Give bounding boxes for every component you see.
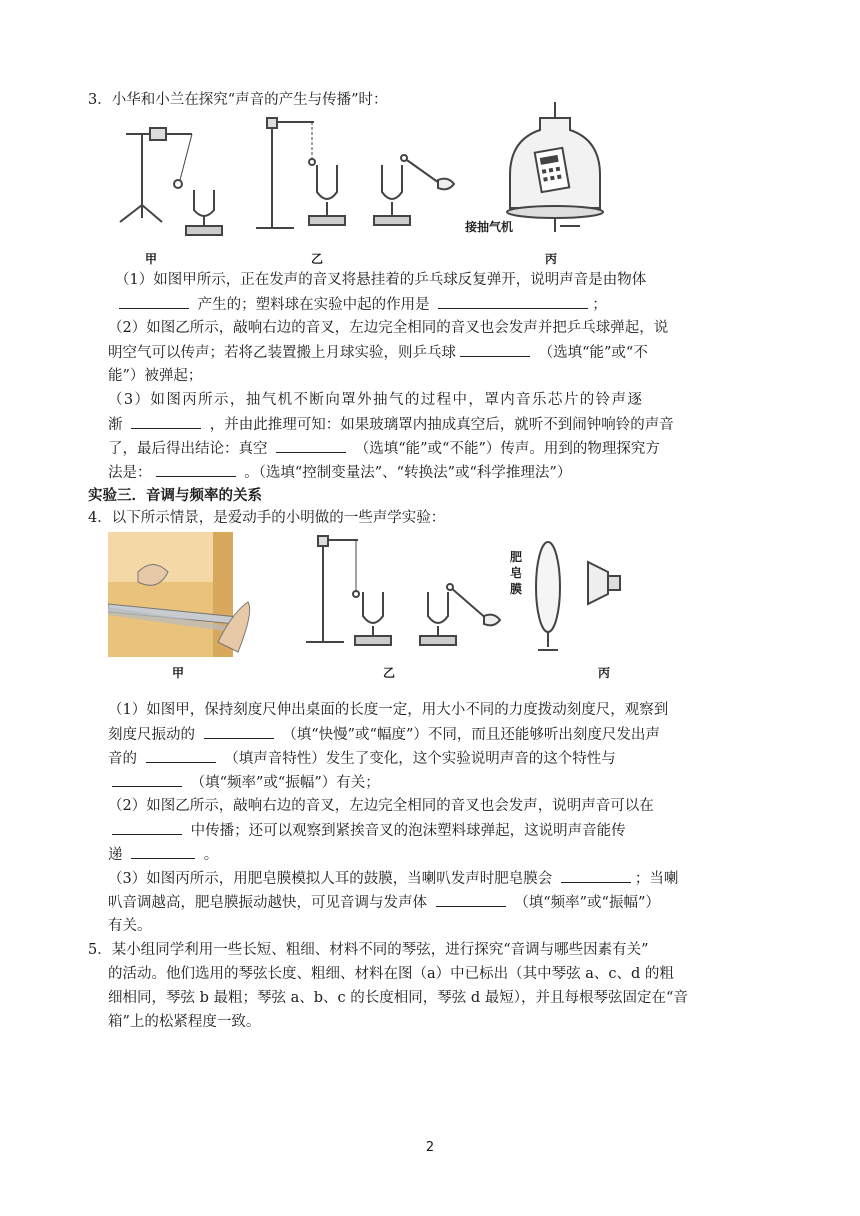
q3-part2-line2: 明空气可以传声；若将乙装置搬上月球实验，则乒乓球 （选填“能”或“不 — [108, 342, 648, 363]
q4-part3-line2: 叭音调越高，肥皂膜振动越快，可见音调与发声体 （填“频率”或“振幅”） — [108, 892, 660, 913]
q3-fig-label-bing: 丙 — [545, 252, 558, 266]
q4-part1-line3: 音的 （填声音特性）发生了变化，这个实验说明声音的这个特性与 — [108, 748, 616, 769]
q4-part2-line3: 递 。 — [108, 844, 218, 865]
answer-blank[interactable] — [112, 820, 182, 835]
section-heading: 实验三．音调与频率的关系 — [88, 488, 262, 504]
q3-figure-bell-jar — [500, 100, 610, 240]
q3-fig-label-yi: 乙 — [311, 252, 324, 266]
q3-part1-line1: （1）如图甲所示，正在发声的音叉将悬挂着的乒乓球反复弹开，说明声音是由物体 — [115, 272, 647, 288]
answer-blank[interactable] — [276, 438, 346, 453]
q3-fig-pump-label: 接抽气机 — [465, 220, 514, 234]
q4-part1-line4: （填“频率”或“振幅”）有关； — [108, 772, 380, 793]
q4-soap-label-3: 膜 — [510, 582, 523, 596]
q5-line2: 的活动。他们选用的琴弦长度、粗细、材料在图（a）中已标出（其中琴弦 a、c、d 的粗 — [108, 966, 674, 982]
q3-part2-line1: （2）如图乙所示，敲响右边的音叉，左边完全相同的音叉也会发声并把乒乓球弹起，说 — [108, 320, 669, 336]
answer-blank[interactable] — [119, 294, 189, 309]
q4-figure — [108, 532, 628, 662]
q4-part1-line2: 刻度尺振动的 （填“快慢”或“幅度”）不同，而且还能够听出刻度尺发出声 — [108, 724, 660, 745]
q5-line3: 细相同，琴弦 b 最粗；琴弦 a、b、c 的长度相同，琴弦 d 最短），并且每根琴弦固定在“音 — [108, 990, 688, 1006]
q3-part1-line2: 产生的；塑料球在实验中起的作用是 ； — [115, 294, 607, 315]
q4-part3-line3: 有关。 — [108, 918, 152, 934]
answer-blank[interactable] — [131, 414, 201, 429]
answer-blank[interactable] — [131, 844, 195, 859]
answer-blank[interactable] — [561, 868, 631, 883]
q4-stem: 4．以下所示情景，是爱动手的小明做的一些声学实验： — [88, 510, 446, 526]
q3-part2-line3: 能”）被弹起； — [108, 368, 203, 384]
q4-part2-line2: 中传播；还可以观察到紧挨音叉的泡沫塑料球弹起，这说明声音能传 — [108, 820, 626, 841]
q3-fig-label-jia: 甲 — [145, 252, 158, 266]
q3-part3-line3: 了，最后得出结论：真空 （选填“能”或“不能”）传声。用到的物理探究方 — [108, 438, 660, 459]
q3-stem: 3．小华和小兰在探究“声音的产生与传播”时： — [88, 92, 388, 108]
q4-part2-line1: （2）如图乙所示，敲响右边的音叉，左边完全相同的音叉也会发声，说明声音可以在 — [108, 798, 654, 814]
q3-part3-line4: 法是： 。（选填“控制变量法”、“转换法”或“科学推理法”） — [108, 462, 571, 483]
q4-soap-label-1: 肥 — [510, 550, 523, 564]
q3-part3-line1: （3）如图丙所示，抽气机不断向罩外抽气的过程中，罩内音乐芯片的铃声逐 — [108, 392, 644, 408]
answer-blank[interactable] — [146, 748, 216, 763]
answer-blank[interactable] — [460, 342, 530, 357]
q4-fig-label-bing: 丙 — [598, 666, 611, 680]
q5-line1: 5．某小组同学利用一些长短、粗细、材料不同的琴弦，进行探究“音调与哪些因素有关” — [88, 942, 649, 958]
q4-soap-label-2: 皂 — [510, 566, 523, 580]
answer-blank[interactable] — [438, 294, 588, 309]
answer-blank[interactable] — [112, 772, 182, 787]
q5-line4: 箱”上的松紧程度一致。 — [108, 1014, 261, 1030]
q4-fig-label-yi: 乙 — [383, 666, 396, 680]
answer-blank[interactable] — [156, 462, 236, 477]
q3-part3-line2: 渐 ，并由此推理可知：如果玻璃罩内抽成真空后，就听不到闹钟响铃的声音 — [108, 414, 674, 435]
q4-part1-line1: （1）如图甲，保持刻度尺伸出桌面的长度一定，用大小不同的力度拨动刻度尺，观察到 — [108, 702, 669, 718]
answer-blank[interactable] — [436, 892, 506, 907]
q3-figure-forks — [112, 110, 492, 260]
q4-part3-line1: （3）如图丙所示，用肥皂膜模拟人耳的鼓膜，当喇叭发声时肥皂膜会 ；当喇 — [108, 868, 678, 889]
page-number: 2 — [425, 1140, 435, 1155]
q4-fig-label-jia: 甲 — [172, 666, 185, 680]
answer-blank[interactable] — [204, 724, 274, 739]
